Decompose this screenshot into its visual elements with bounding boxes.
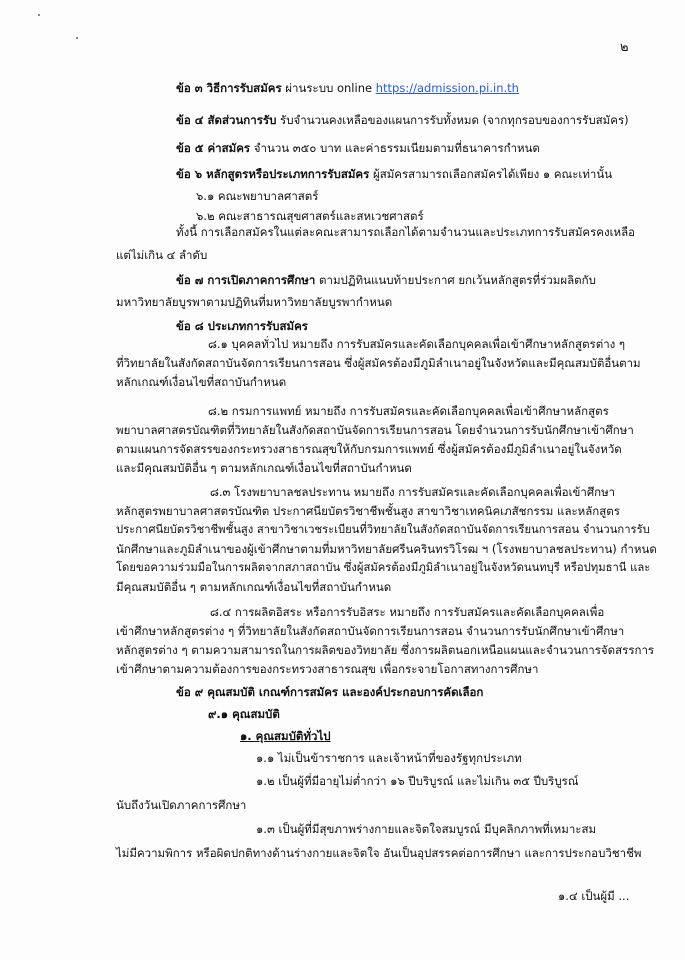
clause-7-line-2: มหาวิทยาลัยบูรพาตามปฏิทินที่มหาวิทยาลัยบูรพากำหนด [116,295,393,309]
clause-6-note-2: แต่ไม่เกิน ๔ ลำดับ [116,248,208,262]
clause-6-item-1: ๖.๑ คณะพยาบาลศาสตร์ [196,189,319,203]
clause-7-text: ตามปฏิทินแนบท้ายประกาศ ยกเว้นหลักสูตรที่ร่วมผลิตกับ [315,273,596,287]
admission-link[interactable]: https://admission.pi.in.th [375,81,519,95]
scan-speck [38,14,40,16]
clause-8-2-line-3: ตามแผนการจัดสรรของกระทรวงสาธารณสุขให้กับกรมการแพทย์ ซึ่งผู้สมัครต้องมีภูมิลำเนาอยู่ในจังหวัด [116,442,622,456]
clause-8-4-line-2: เข้าศึกษาหลักสูตรต่าง ๆ ที่วิทยาลัยในสังกัดสถาบันจัดการเรียนการสอน จำนวนการรับนักศึกษาเข้าศึกษา [116,624,625,638]
clause-8-2-line-4: และมีคุณสมบัติอื่น ๆ ตามหลักเกณฑ์เงื่อนไขที่สถาบันกำหนด [116,461,412,475]
general-qualifications-heading: ๑. คุณสมบัติทั่วไป [240,729,331,743]
clause-6-text: ผู้สมัครสามารถเลือกสมัครได้เพียง ๑ คณะเท่านั้น [369,167,613,181]
clause-4-text: รับจำนวนคงเหลือของแผนการรับทั้งหมด (จากทุกรอบของการรับสมัคร) [276,113,629,127]
clause-8-3-line-4: นักศึกษาและภูมิลำเนาของผู้เข้าศึกษาตามที่มหาวิทยาลัยศรีนครินทรวิโรฒ ฯ (โรงพยาบาลชลประทาน) กำหนด [116,542,657,556]
clause-9-1-heading: ๙.๑ คุณสมบัติ [208,707,280,721]
scan-speck [76,37,78,39]
clause-6-note-1: ทั้งนี้ การเลือกสมัครในแต่ละคณะสามารถเลือกได้ตามจำนวนและประเภทการรับสมัครคงเหลือ [176,225,636,239]
clause-6-item-2: ๖.๒ คณะสาธารณสุขศาสตร์และสหเวชศาสตร์ [196,209,424,223]
clause-6-heading: ข้อ ๖ หลักสูตรหรือประเภทการรับสมัคร [176,167,370,181]
clause-5-text: จำนวน ๓๕๐ บาท และค่าธรรมเนียมตามที่ธนาคารกำหนด [250,141,540,155]
qualification-1-1: ๑.๑ ไม่เป็นข้าราชการ และเจ้าหน้าที่ของรัฐทุกประเภท [256,751,522,765]
clause-3-heading: ข้อ ๓ วิธีการรับสมัคร [176,81,282,95]
clause-8-1-line-3: หลักเกณฑ์เงื่อนไขที่สถาบันกำหนด [116,375,287,389]
clause-7-heading: ข้อ ๗ การเปิดภาคการศึกษา [176,273,316,287]
clause-7 [176,272,596,288]
clause-8-2-line-1: ๘.๒ กรมการแพทย์ หมายถึง การรับสมัครและคัดเลือกบุคคลเพื่อเข้าศึกษาหลักสูตร [208,404,609,418]
clause-5-heading: ข้อ ๕ ค่าสมัคร [176,141,251,155]
continuation-marker: ๑.๔ เป็นผู้มี ... [558,889,630,903]
clause-8-1-line-1: ๘.๑ บุคคลทั่วไป หมายถึง การรับสมัครและคัดเลือกบุคคลเพื่อเข้าศึกษาหลักสูตรต่าง ๆ [208,337,626,351]
clause-3-text: ผ่านระบบ online [281,81,376,95]
clause-8-3-line-2: หลักสูตรพยาบาลศาสตรบัณฑิต ประกาศนียบัตรวิชาชีพชั้นสูง สาขาวิชาเทคนิคเภสัชกรรม และหลักสูตร [116,504,620,518]
clause-4 [176,112,629,128]
clause-8-3-line-6: มีคุณสมบัติอื่น ๆ ตามหลักเกณฑ์เงื่อนไขที่สถาบันกำหนด [116,580,392,594]
qualification-1-3-line-1: ๑.๓ เป็นผู้ที่มีสุขภาพร่างกายและจิตใจสมบูรณ์ มีบุคลิกภาพที่เหมาะสม [256,822,597,836]
clause-8-4-line-4: เข้าศึกษาตามความต้องการของกระทรวงสาธารณสุข เพื่อกระจายโอกาสทางการศึกษา [116,662,539,676]
qualification-1-2-line-2: นับถึงวันเปิดภาคการศึกษา [116,798,247,812]
qualification-1-3-line-2: ไม่มีความพิการ หรือผิดปกติทางด้านร่างกายและจิตใจ อันเป็นอุปสรรคต่อการศึกษา และการประกอบวิชาชีพ [116,846,642,860]
clause-8-3-line-5: โดยขอความร่วมมือในการผลิตจากสภาสถาบัน ซึ่งผู้สมัครต้องมีภูมิลำเนาอยู่ในจังหวัดนนทบุรี หรือปทุมธานี และ [116,561,651,574]
clause-8-3-line-3: ประกาศนียบัตรวิชาชีพชั้นสูง สาขาวิชาเวชระเบียนที่วิทยาลัยในสังกัดสถาบันจัดการเรียนการสอน จำนวนการรับ [116,523,650,536]
clause-8-4-line-3: หลักสูตรต่าง ๆ ตามความสามารถในการผลิตของวิทยาลัย ซึ่งการผลิตนอกเหนือแผนและจำนวนการจัดสรรการ [116,643,655,657]
clause-8-heading: ข้อ ๘ ประเภทการรับสมัคร [176,319,308,333]
clause-5 [176,140,540,156]
clause-8-1-line-2: ที่วิทยาลัยในสังกัดสถาบันจัดการเรียนการสอน ซึ่งผู้สมัครต้องมีภูมิลำเนาอยู่ในจังหวัดและมีคุณสมบัติอื่นตาม [116,356,641,370]
clause-6 [176,166,612,182]
page-number: ๒ [620,40,629,55]
clause-3 [176,80,519,96]
clause-8-2-line-2: พยาบาลศาสตรบัณฑิตที่วิทยาลัยในสังกัดสถาบันจัดการเรียนการสอน โดยจำนวนการรับนักศึกษาเข้าศึกษา [116,423,634,437]
clause-8-4-line-1: ๘.๔ การผลิตอิสระ หรือการรับอิสระ หมายถึง การรับสมัครและคัดเลือกบุคคลเพื่อ [210,605,605,619]
qualification-1-2-line-1: ๑.๒ เป็นผู้ที่มีอายุไม่ต่ำกว่า ๑๖ ปีบริบูรณ์ และไม่เกิน ๓๕ ปีบริบูรณ์ [256,774,579,788]
clause-8-3-line-1: ๘.๓ โรงพยาบาลชลประทาน หมายถึง การรับสมัครและคัดเลือกบุคคลเพื่อเข้าศึกษา [210,485,616,499]
clause-9-heading: ข้อ ๙ คุณสมบัติ เกณฑ์การสมัคร และองค์ประกอบการคัดเลือก [176,685,484,699]
clause-4-heading: ข้อ ๔ สัดส่วนการรับ [176,113,277,127]
